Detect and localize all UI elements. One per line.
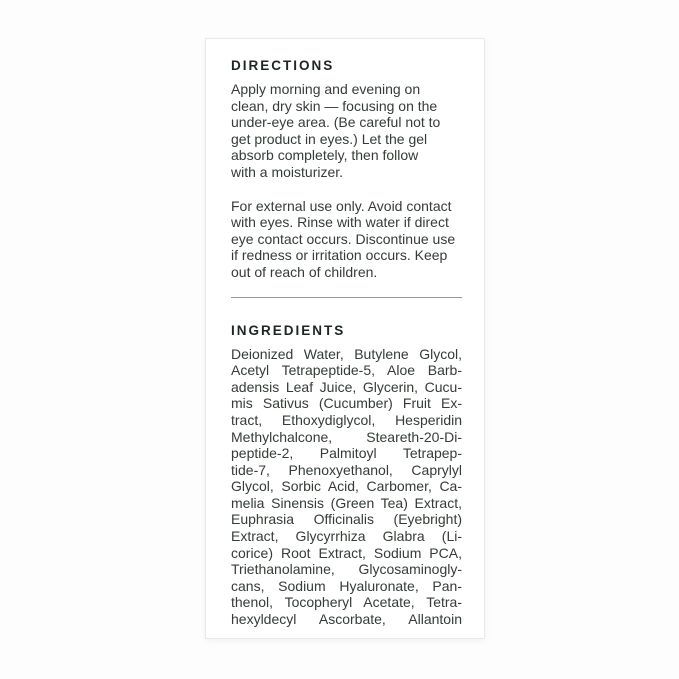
directions-heading: DIRECTIONS xyxy=(231,58,335,73)
directions-warnings-text: For external use only. Avoid contact with eyes. Rinse with water if direct eye contact occurs. Discontinue use if redness or irritation occurs. Keep out of reach of children. xyxy=(231,197,456,280)
section-divider xyxy=(231,297,462,298)
ingredients-list-text: Deionized Water, Butylene Glycol, Acetyl Tetrapeptide-5, Aloe Barb- adensis Leaf Juice, Glycerin, Cucu- mis Sativus (Cucumber) Fruit Ex- tract, Ethoxydiglycol, Hesperidin Methylchalcone, Steareth-20-Di- peptide-2, Palmitoyl Tetrapep- tide-7, Phenoxyethanol, Caprylyl Glycol, Sorbic Acid, Carbomer, Ca- melia Sinensis (Green Tea) Extract, Euphrasia Officinalis (Eyebright) Extract, Glycyrrhiza Glabra (Li- corice) Root Extract, Sodium PCA, Triethanolamine, Glycosaminogly- cans, Sodium Hyaluronate, Pan- thenol, Tocopheryl Acetate, Tetra- hexyldecyl Ascorbate, Allantoin xyxy=(231,345,462,628)
label-card xyxy=(205,38,485,639)
ingredients-heading: INGREDIENTS xyxy=(231,322,346,338)
directions-usage-text: Apply morning and evening on clean, dry skin — focusing on the under-eye area. (Be careful not to get product in eyes.) Let the gel absorb completely, then follow with a moisturizer. xyxy=(231,81,441,180)
